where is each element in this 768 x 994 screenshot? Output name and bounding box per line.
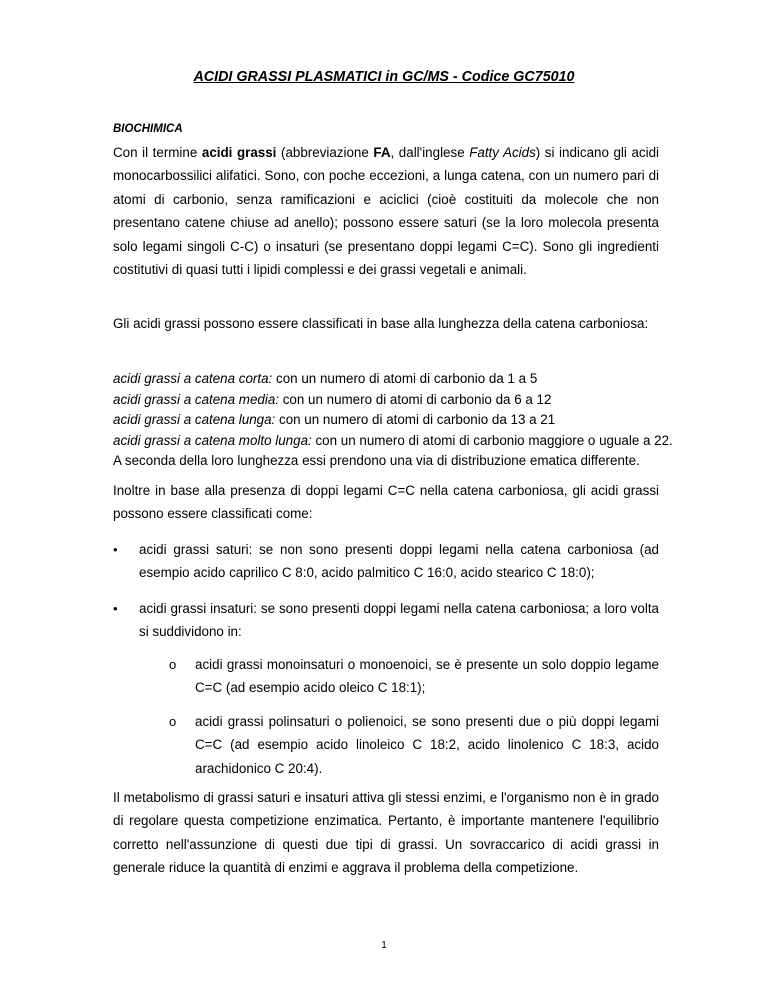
intro-abbreviation: FA [373,145,391,160]
chain-item-desc: con un numero di atomi di carbonio da 1 a 5 [272,371,538,386]
intro-text-1: Con il termine [113,145,202,160]
chain-item-label: acidi grassi a catena lunga: [113,412,276,428]
intro-text-3: , dall'inglese [390,145,470,160]
bullet-marker: • [113,542,118,557]
document-title: ACIDI GRASSI PLASMATICI in GC/MS - Codice GC75010 [193,69,575,85]
classification-intro: Gli acidi grassi possono essere classificati in base alla lunghezza della catena carboniosa: [113,316,649,331]
bullet-marker: • [113,601,118,616]
bullet-text: acidi grassi saturi: se non sono presenti doppi legami nella catena carboniosa (ad esempio acido caprilico C 8:0, acido palmitico C 16:0, acido stearico C 18:0); [139,542,659,581]
section-heading: BIOCHIMICA [113,123,183,135]
chain-item-desc: con un numero di atomi di carbonio da 13 a 21 [275,412,556,428]
sub-bullet-text: acidi grassi polinsaturi o polienoici, se sono presenti due o più doppi legami C=C (ad esempio acido linoleico C 18:2, acido linolenico C 18:3, acido arachidonico C 20:4). [195,714,659,776]
intro-paragraph [113,141,659,281]
chain-item-medium [113,390,673,411]
page-number: 1 [381,940,387,951]
metabolism-paragraph: Il metabolismo di grassi saturi e insaturi attiva gli stessi enzimi, e l'organismo non è in grado di regolare questa competizione enzimatica. Pertanto, è importante mantenere l'equilibrio corretto nell'assunzione di questi due tipi di grassi. Un sovraccarico di acidi grassi in generale riduce la quantità di enzimi e aggrava il problema della competizione. [113,790,659,876]
intro-term: acidi grassi [201,145,277,160]
chain-item-label: acidi grassi a catena molto lunga: [113,432,312,448]
sub-bullet-text: acidi grassi monoinsaturi o monoenoici, se è presente un solo doppio legame C=C (ad esempio acido oleico C 18:1); [195,657,659,696]
distribution-paragraph: A seconda della loro lunghezza essi prendono una via di distribuzione ematica differente. [113,453,640,468]
sub-bullet-marker: o [169,657,177,672]
chain-item-desc: con un numero di atomi di carbonio maggiore o uguale a 22. [311,432,673,448]
chain-item-label: acidi grassi a catena corta: [113,371,273,386]
chain-item-desc: con un numero di atomi di carbonio da 6 a 12 [278,391,552,407]
intro-text-2: (abbreviazione [276,145,374,160]
chain-length-list [113,369,673,451]
intro-text-4: ) si indicano gli acidi monocarbossilici alifatici. Sono, con poche eccezioni, a lunga catena, con un numero pari di atomi di carbonio, senza ramificazioni e aciclici (cioè costituiti da molecole che non presentano catene chiuse ad anello); possono essere saturi (se la loro molecola presenta solo legami singoli C-C) o insaturi (se presentano doppi legami C=C). Sono gli ingredienti costitutivi di quasi tutti i lipidi complessi e dei grassi vegetali e animali. [113,145,659,278]
sub-bullet-marker: o [169,714,177,729]
bullet-text: acidi grassi insaturi: se sono presenti doppi legami nella catena carboniosa; a loro volta si suddividono in: [139,601,659,640]
chain-item-label: acidi grassi a catena media: [113,391,279,407]
chain-item-short [113,369,673,390]
chain-item-long [113,410,673,431]
intro-english-term: Fatty Acids [469,145,536,160]
double-bond-intro: Inoltre in base alla presenza di doppi legami C=C nella catena carboniosa, gli acidi grassi possono essere classificati come: [113,483,659,522]
